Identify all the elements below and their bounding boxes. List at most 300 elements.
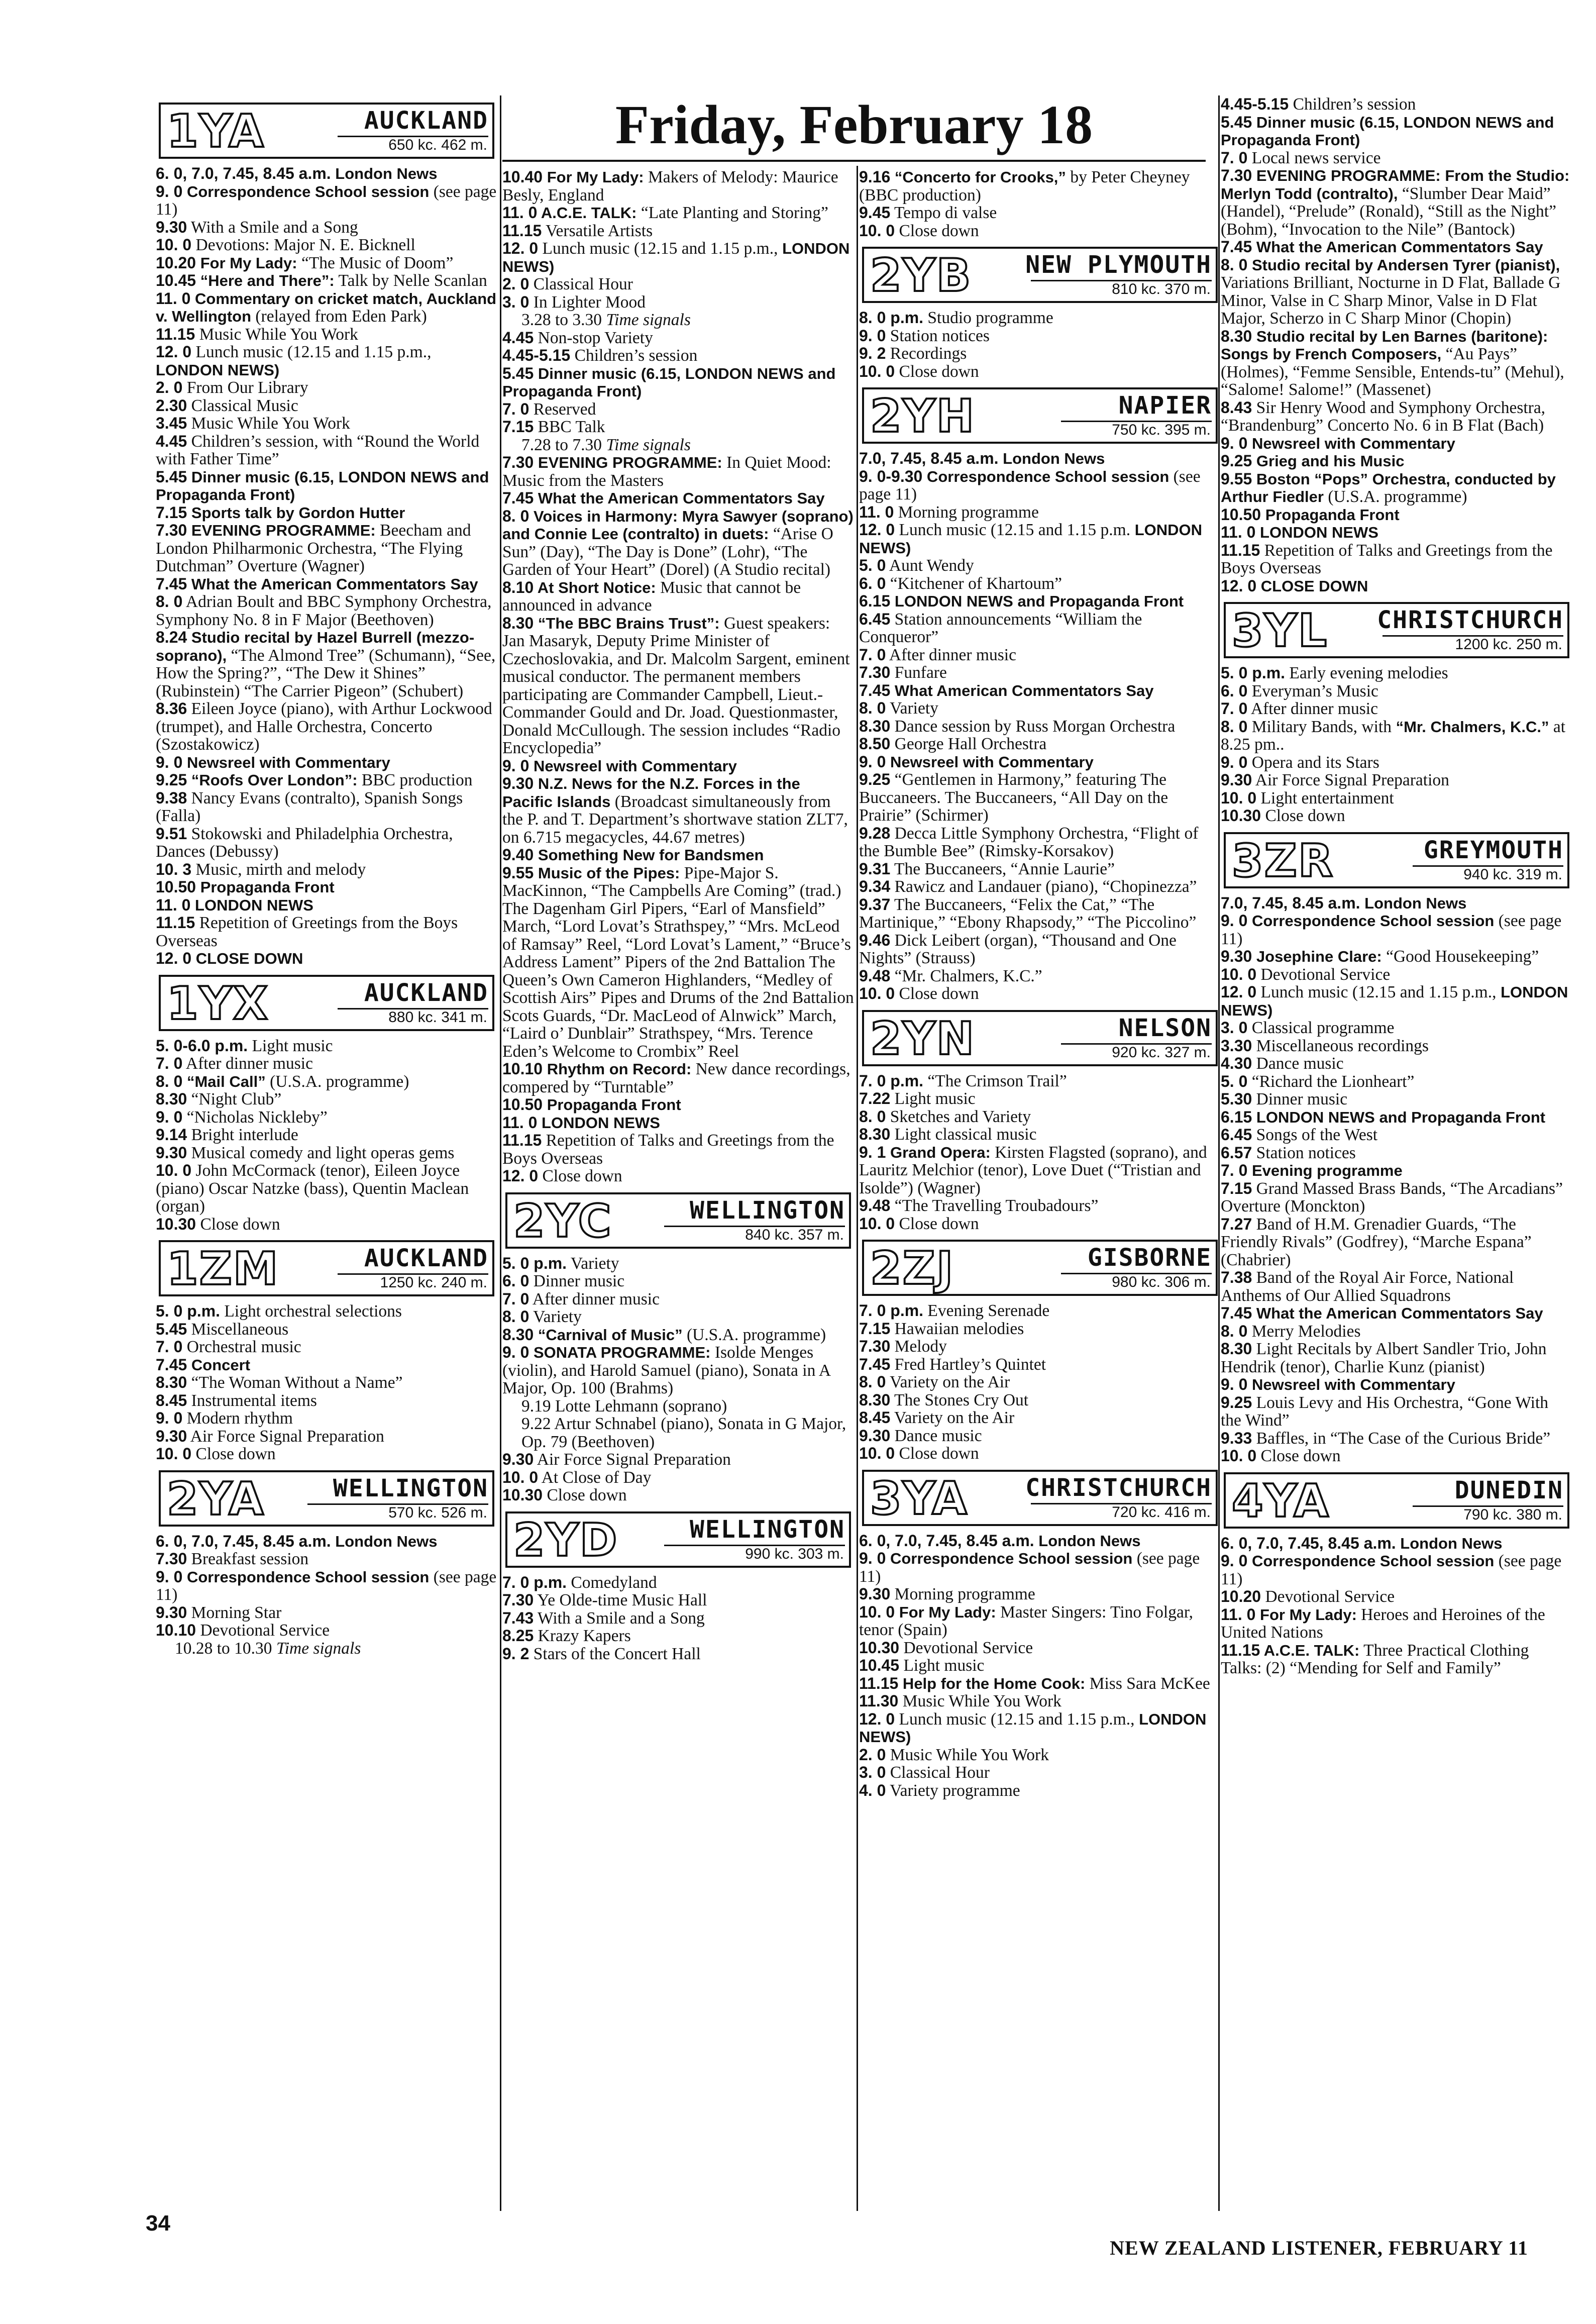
entry-text: Station notices: [886, 326, 990, 345]
entry-title: LONDON NEWS and Propaganda Front: [890, 592, 1184, 610]
programme-entry: [156, 878, 497, 896]
station-header: [862, 1240, 1218, 1296]
entry-time: 9.25: [859, 770, 891, 788]
entry-text: Lunch music (12.15 and 1.15 p.m.,: [895, 1709, 1135, 1729]
programme-entry: [859, 1215, 1221, 1233]
programme-entry: [502, 1290, 854, 1308]
entry-title: Correspondence School session: [182, 1568, 430, 1586]
entry-text: Classical Hour: [886, 1763, 990, 1782]
programme-entry: [1221, 682, 1572, 700]
entry-time: 7. 0: [1221, 148, 1248, 167]
entry-text: Talk by Nelle Scanlan: [334, 271, 487, 290]
programme-entry: [859, 718, 1221, 736]
entry-time: 8.30: [859, 717, 891, 735]
programme-entry: [502, 615, 854, 757]
entry-text: Classical Music: [187, 396, 298, 415]
entry-time: 8.30: [156, 1373, 187, 1391]
entry-title: “The BBC Brains Trust”:: [534, 614, 720, 632]
entry-text: Air Force Signal Preparation: [1252, 771, 1449, 789]
entry-title: Rhythm on Record:: [543, 1060, 692, 1078]
programme-entry: [859, 1144, 1221, 1197]
programme-entry: [156, 326, 497, 344]
programme-entry: [156, 1108, 497, 1127]
programme-entry: [156, 825, 497, 861]
entry-time: 9.40: [502, 846, 534, 864]
entry-time: 7.30: [859, 663, 891, 681]
entry-text: Dance session by Russ Morgan Orchestra: [890, 717, 1176, 736]
entry-time: 2.30: [156, 396, 187, 415]
entry-text: After dinner music: [1247, 699, 1378, 718]
programme-entry: [859, 771, 1221, 825]
programme-entry: [156, 629, 497, 700]
entry-time: 9. 0: [156, 1567, 183, 1586]
entry-time: 9. 2: [502, 1644, 529, 1663]
entry-time: 4.45: [502, 328, 534, 347]
programme-entry: [859, 699, 1221, 718]
entry-time: 9.30: [156, 1427, 187, 1445]
entry-text: Music, mirth and melody: [191, 860, 366, 879]
entry-text: “The Woman Without a Name”: [187, 1373, 403, 1392]
entry-text: Dinner music: [529, 1272, 625, 1290]
programme-entry: [859, 646, 1221, 664]
entry-text: Funfare: [890, 663, 947, 682]
entry-time: 7. 0: [1221, 699, 1248, 718]
station-header: [505, 1511, 851, 1568]
programme-entry: [502, 1132, 854, 1167]
entry-text: “Mr. Chalmers, K.C.”: [890, 966, 1042, 985]
entry-text: Melody: [890, 1337, 947, 1356]
entry-time: 9.30: [156, 218, 187, 236]
entry-text: Modern rhythm: [182, 1409, 293, 1428]
programme-entry: [859, 204, 1221, 222]
entry-text: Close down: [895, 362, 979, 381]
entry-time: 8.30: [156, 1090, 187, 1108]
station-frequency: 1200 kc. 250 m.: [1455, 636, 1562, 653]
entry-title: SONATA PROGRAMME:: [529, 1344, 711, 1361]
entry-time: 9. 0: [502, 756, 529, 775]
entry-text: Local news service: [1247, 148, 1381, 167]
entry-time: 7.45: [156, 574, 187, 593]
station-frequency: 920 kc. 327 m.: [1112, 1044, 1211, 1061]
programme-entry: [156, 433, 497, 468]
entry-time: 9.30: [502, 1450, 534, 1468]
entry-text: Close down: [1261, 806, 1345, 825]
programme-entry: [1221, 1552, 1572, 1588]
programme-entry: [502, 775, 854, 846]
entry-text: Air Force Signal Preparation: [187, 1427, 384, 1446]
entry-time: 6. 0, 7.0, 7.45, 8.45 a.m.: [1221, 1534, 1396, 1552]
entry-time: 2. 0: [156, 378, 183, 396]
entry-text: Devotional Service: [196, 1621, 330, 1640]
programme-entry: [502, 222, 854, 240]
entry-title: London News: [1396, 1534, 1503, 1552]
programme-entry: [1221, 1216, 1572, 1269]
programme-entry: [859, 1302, 1221, 1320]
entry-text: After dinner music: [886, 645, 1016, 664]
entry-time: 7. 0: [502, 399, 529, 418]
station-header: [862, 247, 1218, 303]
entry-time: 10.30: [502, 1486, 543, 1504]
entry-title: Evening programme: [1247, 1162, 1403, 1179]
programme-entry: [156, 771, 497, 789]
entry-text: With a Smile and a Song: [187, 218, 358, 237]
entry-text: Kirsten Flagsted (soprano), and Lauritz Melchior (tenor), Love Duet (“Tristian and Isolde”) (Wagner): [859, 1143, 1207, 1197]
station-frequency: 840 kc. 357 m.: [745, 1226, 844, 1243]
entry-time: 7.30: [502, 453, 534, 471]
entry-time: 10.40: [502, 168, 543, 186]
programme-entry: [859, 611, 1221, 646]
programme-entry: [502, 1645, 854, 1663]
entry-text: Instrumental items: [187, 1391, 317, 1410]
entry-text: Songs of the West: [1252, 1126, 1378, 1144]
entry-time: 12. 0: [502, 239, 539, 257]
programme-entry: [156, 1144, 497, 1162]
entry-text: Light entertainment: [1256, 788, 1394, 807]
entry-title: LONDON NEWS: [1255, 524, 1378, 541]
entry-text: Dick Leibert (organ), “Thousand and One Nights” (Strauss): [859, 931, 1177, 967]
station-city: CHRISTCHURCH: [1377, 606, 1563, 634]
station-frequency: 990 kc. 303 m.: [745, 1545, 844, 1562]
entry-text: Morning programme: [894, 502, 1039, 522]
station-callsign: 3YA: [870, 1472, 968, 1525]
programme-entry: [156, 1356, 497, 1374]
programme-entry: [502, 579, 854, 615]
entry-text: Baffles, in “The Case of the Curious Bride”: [1252, 1429, 1551, 1448]
station-callsign: 2YC: [513, 1194, 612, 1248]
programme-entry: [1221, 700, 1572, 718]
entry-text: Ye Olde-time Music Hall: [534, 1591, 707, 1609]
entry-text: “Nicholas Nickleby”: [182, 1107, 328, 1127]
programme-entry: [1221, 435, 1572, 453]
programme-entry: [859, 735, 1221, 753]
station-header: [1224, 1472, 1569, 1529]
entry-text: Children’s session, with “Round the World with Father Time”: [156, 432, 480, 468]
programme-entry: [859, 1373, 1221, 1391]
entry-time: 7.45: [859, 1355, 891, 1373]
programme-entry: [1221, 948, 1572, 966]
entry-time: 7.30: [502, 1591, 534, 1609]
entry-text: Repetition of Talks and Greetings from the Boys Overseas: [502, 1131, 834, 1168]
entry-time: 9.30: [502, 774, 534, 792]
entry-time: 9.19: [521, 1396, 551, 1416]
programme-entry: [1221, 1269, 1572, 1304]
entry-title: Voices in Harmony: Myra Sawyer (soprano) and Connie Lee (contralto) in duets:: [502, 507, 854, 543]
programme-entry: [859, 1550, 1221, 1585]
programme-entry: [156, 1550, 497, 1568]
entry-title: “Mr. Chalmers, K.C.”: [1391, 718, 1549, 736]
entry-text: Music While You Work: [886, 1745, 1049, 1764]
entry-text: “The Almond Tree” (Schumann), “See, How the Spring?”, “The Dew it Shines” (Rubinstein) “The Carrier Pigeon” (Schubert): [156, 646, 496, 700]
entry-time: 9.25: [156, 771, 187, 789]
entry-text: Dance music: [890, 1426, 982, 1445]
entry-time: 8.30: [1221, 1340, 1252, 1358]
entry-time: 7.30: [156, 521, 187, 539]
programme-entry: [502, 489, 854, 508]
entry-title: LONDON NEWS and Propaganda Front: [1252, 1108, 1546, 1126]
entry-time: 5.45: [502, 364, 534, 382]
entry-time: 8.36: [156, 699, 187, 718]
entry-time: 7.0, 7.45, 8.45 a.m.: [859, 449, 999, 467]
entry-text: Stars of the Concert Hall: [529, 1644, 701, 1663]
entry-text: After dinner music: [182, 1054, 313, 1073]
entry-time: 10. 0: [1221, 1447, 1257, 1465]
entry-time: 9.33: [1221, 1429, 1252, 1447]
programme-entry: [502, 1255, 854, 1273]
station-city: GISBORNE: [1087, 1244, 1212, 1272]
station-frequency: 880 kc. 341 m.: [388, 1008, 487, 1026]
entry-time: 9. 0: [1221, 1552, 1248, 1570]
entry-time: 6.15: [1221, 1107, 1252, 1126]
station-header: [862, 1010, 1218, 1066]
station-frequency: 570 kc. 526 m.: [388, 1504, 487, 1521]
entry-note: Time signals: [272, 1639, 361, 1658]
entry-time: 8.30: [1221, 327, 1252, 345]
entry-title: London News: [998, 450, 1105, 467]
entry-text: (see page 11): [859, 467, 1201, 503]
entry-text: “The Travelling Troubadours”: [890, 1196, 1099, 1215]
programme-entry: [156, 1445, 497, 1463]
entry-time: 10.45: [156, 271, 196, 289]
programme-entry: [502, 864, 854, 1061]
programme-entry: [156, 1090, 497, 1108]
entry-text: Close down: [895, 221, 979, 240]
programme-entry: [859, 932, 1221, 967]
entry-time: 6. 0, 7.0, 7.45, 8.45 a.m.: [859, 1531, 1034, 1550]
entry-time: 7.30: [156, 1550, 187, 1568]
entry-title: LONDON NEWS): [1221, 983, 1568, 1019]
station-callsign: 2YB: [870, 249, 972, 302]
programme-entry: [859, 521, 1221, 557]
entry-text: Comedyland: [567, 1573, 657, 1592]
entry-title: “Mail Call”: [182, 1072, 266, 1090]
entry-text: (U.S.A. programme): [1323, 487, 1467, 506]
entry-time: 4. 0: [859, 1781, 886, 1799]
entry-title: For My Lady:: [196, 254, 297, 272]
entry-text: Hawaiian melodies: [890, 1319, 1024, 1338]
programme-entry: [156, 950, 497, 968]
entry-title: CLOSE DOWN: [191, 950, 303, 967]
programme-entry: [1221, 1323, 1572, 1341]
station-city: GREYMOUTH: [1423, 836, 1563, 864]
station-frequency: 1250 kc. 240 m.: [380, 1274, 487, 1291]
entry-text: George Hall Orchestra: [890, 735, 1047, 753]
entry-time: 7.45: [1221, 1304, 1252, 1322]
entry-time: 8. 0: [1221, 1322, 1248, 1340]
programme-entry: [1221, 1037, 1572, 1055]
entry-text: “Richard the Lionheart”: [1247, 1072, 1415, 1091]
station-city: NEW PLYMOUTH: [1025, 251, 1212, 279]
entry-text: (see page 11): [859, 1549, 1200, 1586]
entry-title: LONDON NEWS): [859, 1710, 1207, 1746]
entry-time: 9.37: [859, 895, 891, 914]
programme-entry: [502, 365, 854, 400]
entry-title: LONDON NEWS: [537, 1114, 660, 1132]
programme-entry: [502, 508, 854, 579]
entry-time: 6. 0: [1221, 681, 1248, 700]
programme-entry: [1221, 754, 1572, 772]
entry-time: 9. 0: [859, 752, 886, 771]
entry-time: 9.38: [156, 788, 187, 807]
entry-text: Light classical music: [890, 1125, 1037, 1144]
programme-entry: [156, 1392, 497, 1410]
entry-text: Lunch music (12.15 and 1.15 p.m.,: [191, 343, 432, 361]
programme-entry: [1221, 1535, 1572, 1553]
entry-title: For My Lady:: [1255, 1605, 1357, 1624]
entry-title: Sports talk by Gordon Hutter: [187, 503, 405, 522]
entry-time: 10.20: [156, 253, 196, 272]
entry-time: 11.15: [859, 1674, 899, 1692]
entry-title: LONDON NEWS: [190, 896, 313, 914]
entry-text: Morning programme: [890, 1585, 1035, 1603]
entry-text: Tempo di valse: [890, 204, 997, 222]
entry-text: “Slumber Dear Maid” (Handel), “Prelude” (Ronald), “Still as the Night” (Bohm), “Invocation to the Nile” (Bantock): [1221, 184, 1556, 239]
entry-text: Music While You Work: [195, 325, 358, 344]
station-header: [159, 1240, 494, 1296]
entry-time: 9.30: [859, 1426, 891, 1445]
entry-time: 10. 0: [859, 1214, 895, 1233]
entry-text: Light Recitals by Albert Sandler Trio, John Hendrik (tenor), Charlie Kunz (pianist): [1221, 1340, 1547, 1376]
entry-title: What the American Commentators Say: [187, 575, 478, 593]
programme-entry: [156, 1568, 497, 1604]
entry-time: 3.28 to 3.30: [521, 311, 602, 329]
entry-time: 9. 2: [859, 344, 886, 362]
entry-time: 9.28: [859, 824, 891, 842]
entry-time: 11. 0: [1221, 1605, 1256, 1624]
entry-text: (see page 11): [1221, 1552, 1562, 1588]
entry-time: 9. 0: [156, 182, 183, 200]
entry-time: 9.48: [859, 966, 891, 985]
entry-text: Devotional Service: [899, 1638, 1033, 1657]
entry-text: Rawicz and Landauer (piano), “Chopinezza”: [890, 877, 1197, 896]
programme-entry: [502, 1486, 854, 1504]
programme-entry: [156, 1126, 497, 1144]
station-frequency: 650 kc. 462 m.: [388, 137, 487, 153]
entry-title: Studio recital by Andersen Tyrer (pianist),: [1247, 256, 1560, 274]
entry-text: Heroes and Heroines of the United Nations: [1221, 1605, 1545, 1642]
entry-time: 12. 0: [859, 521, 895, 539]
programme-entry: [859, 1072, 1221, 1090]
entry-text: From Our Library: [182, 378, 308, 397]
column-divider: [857, 166, 858, 2211]
entry-text: Air Force Signal Preparation: [534, 1450, 731, 1469]
entry-text: Variety: [886, 699, 938, 718]
programme-entry: [502, 347, 854, 365]
programme-entry: [1221, 1447, 1572, 1465]
programme-entry: [1221, 256, 1572, 328]
entry-text: “Kitchener of Khartoum”: [886, 574, 1062, 593]
page-title: Friday, February 18: [615, 94, 1093, 155]
listing-column-1: [156, 95, 497, 1657]
programme-entry: [502, 1451, 854, 1469]
publication-footer: NEW ZEALAND LISTENER, FEBRUARY 11: [1110, 2237, 1528, 2259]
programme-entry: [1221, 1144, 1572, 1162]
entry-text: Close down: [196, 1215, 280, 1234]
programme-entry: [1221, 506, 1572, 524]
programme-entry: [1221, 1019, 1572, 1037]
entry-time: 7.15: [502, 418, 534, 436]
entry-text: (see page 11): [156, 1567, 497, 1604]
entry-title: LONDON NEWS): [156, 361, 280, 379]
entry-text: Variety: [567, 1254, 619, 1273]
entry-text: Non-stop Variety: [534, 328, 653, 347]
programme-entry: [859, 825, 1221, 860]
entry-text: Lunch music (12.15 and 1.15 p.m.,: [538, 239, 778, 258]
entry-text: “Late Planting and Storing”: [636, 204, 828, 222]
entry-text: Master Singers: Tino Folgar, tenor (Spain): [859, 1602, 1194, 1639]
programme-entry: [502, 240, 854, 275]
entry-text: At Close of Day: [538, 1468, 652, 1487]
entry-title: “Here and There”:: [196, 272, 335, 289]
programme-entry: [502, 1096, 854, 1114]
entry-time: 7.45: [502, 489, 534, 507]
entry-time: 10. 0: [156, 1445, 192, 1463]
entry-time: 11. 0: [502, 204, 538, 222]
entry-time: 7. 0: [156, 1054, 183, 1072]
entry-text: Studio programme: [923, 309, 1053, 327]
programme-entry: [859, 1126, 1221, 1144]
entry-time: 9. 0: [1221, 434, 1248, 452]
column-divider: [500, 95, 501, 2211]
entry-time: 7.45: [1221, 238, 1252, 256]
station-callsign: 2YH: [870, 390, 976, 443]
entry-time: 9.30: [1221, 947, 1252, 965]
programme-entry: [1221, 542, 1572, 577]
entry-text: Makers of Melody: Maurice Besly, England: [502, 168, 838, 205]
station-callsign: 3YL: [1232, 604, 1328, 657]
station-callsign: 2YN: [870, 1012, 976, 1065]
entry-title: CLOSE DOWN: [1256, 577, 1368, 595]
entry-time: 11. 0: [1221, 523, 1256, 541]
entry-time: 12. 0: [156, 343, 192, 361]
entry-time: 7.15: [156, 503, 187, 522]
entry-time: 9. 0: [1221, 1375, 1248, 1393]
programme-entry: [156, 397, 497, 415]
entry-time: 8.10: [502, 578, 534, 596]
programme-entry: [502, 1591, 854, 1609]
entry-time: 11. 0: [156, 289, 191, 308]
entry-time: 5.45: [156, 467, 187, 486]
entry-title: EVENING PROGRAMME:: [187, 522, 376, 539]
entry-time: 10.10: [156, 1621, 196, 1639]
entry-text: Music that cannot be announced in advance: [502, 578, 801, 615]
entry-time: 12. 0: [502, 1167, 539, 1185]
entry-time: 8. 0: [156, 1072, 183, 1090]
entry-time: 8.30: [502, 614, 534, 632]
entry-time: 7. 0: [156, 1338, 183, 1356]
entry-text: Lunch music (12.15 and 1.15 p.m.: [895, 521, 1131, 539]
entry-title: What the American Commentators Say: [534, 489, 825, 507]
station-header: [159, 975, 494, 1031]
programme-entry: [1221, 807, 1572, 825]
programme-entry: [156, 1216, 497, 1234]
programme-entry: [502, 1308, 854, 1326]
programme-entry: [1221, 771, 1572, 789]
entry-time: 8.24: [156, 628, 187, 646]
entry-time: 9.31: [859, 859, 891, 878]
entry-time: 7.45: [859, 681, 891, 699]
entry-time: 11.15: [156, 914, 195, 932]
programme-entry: [156, 290, 497, 326]
entry-title: Newsreel with Commentary: [529, 757, 737, 775]
title-rule: [502, 160, 1206, 162]
entry-time: 10.30: [156, 1215, 196, 1233]
programme-entry: [1221, 983, 1572, 1019]
station-city: CHRISTCHURCH: [1025, 1473, 1212, 1502]
programme-entry: [502, 454, 854, 489]
entry-title: A.C.E. TALK:: [1260, 1641, 1360, 1659]
entry-time: 10. 0: [859, 362, 895, 380]
station-frequency: 720 kc. 416 m.: [1112, 1503, 1211, 1521]
